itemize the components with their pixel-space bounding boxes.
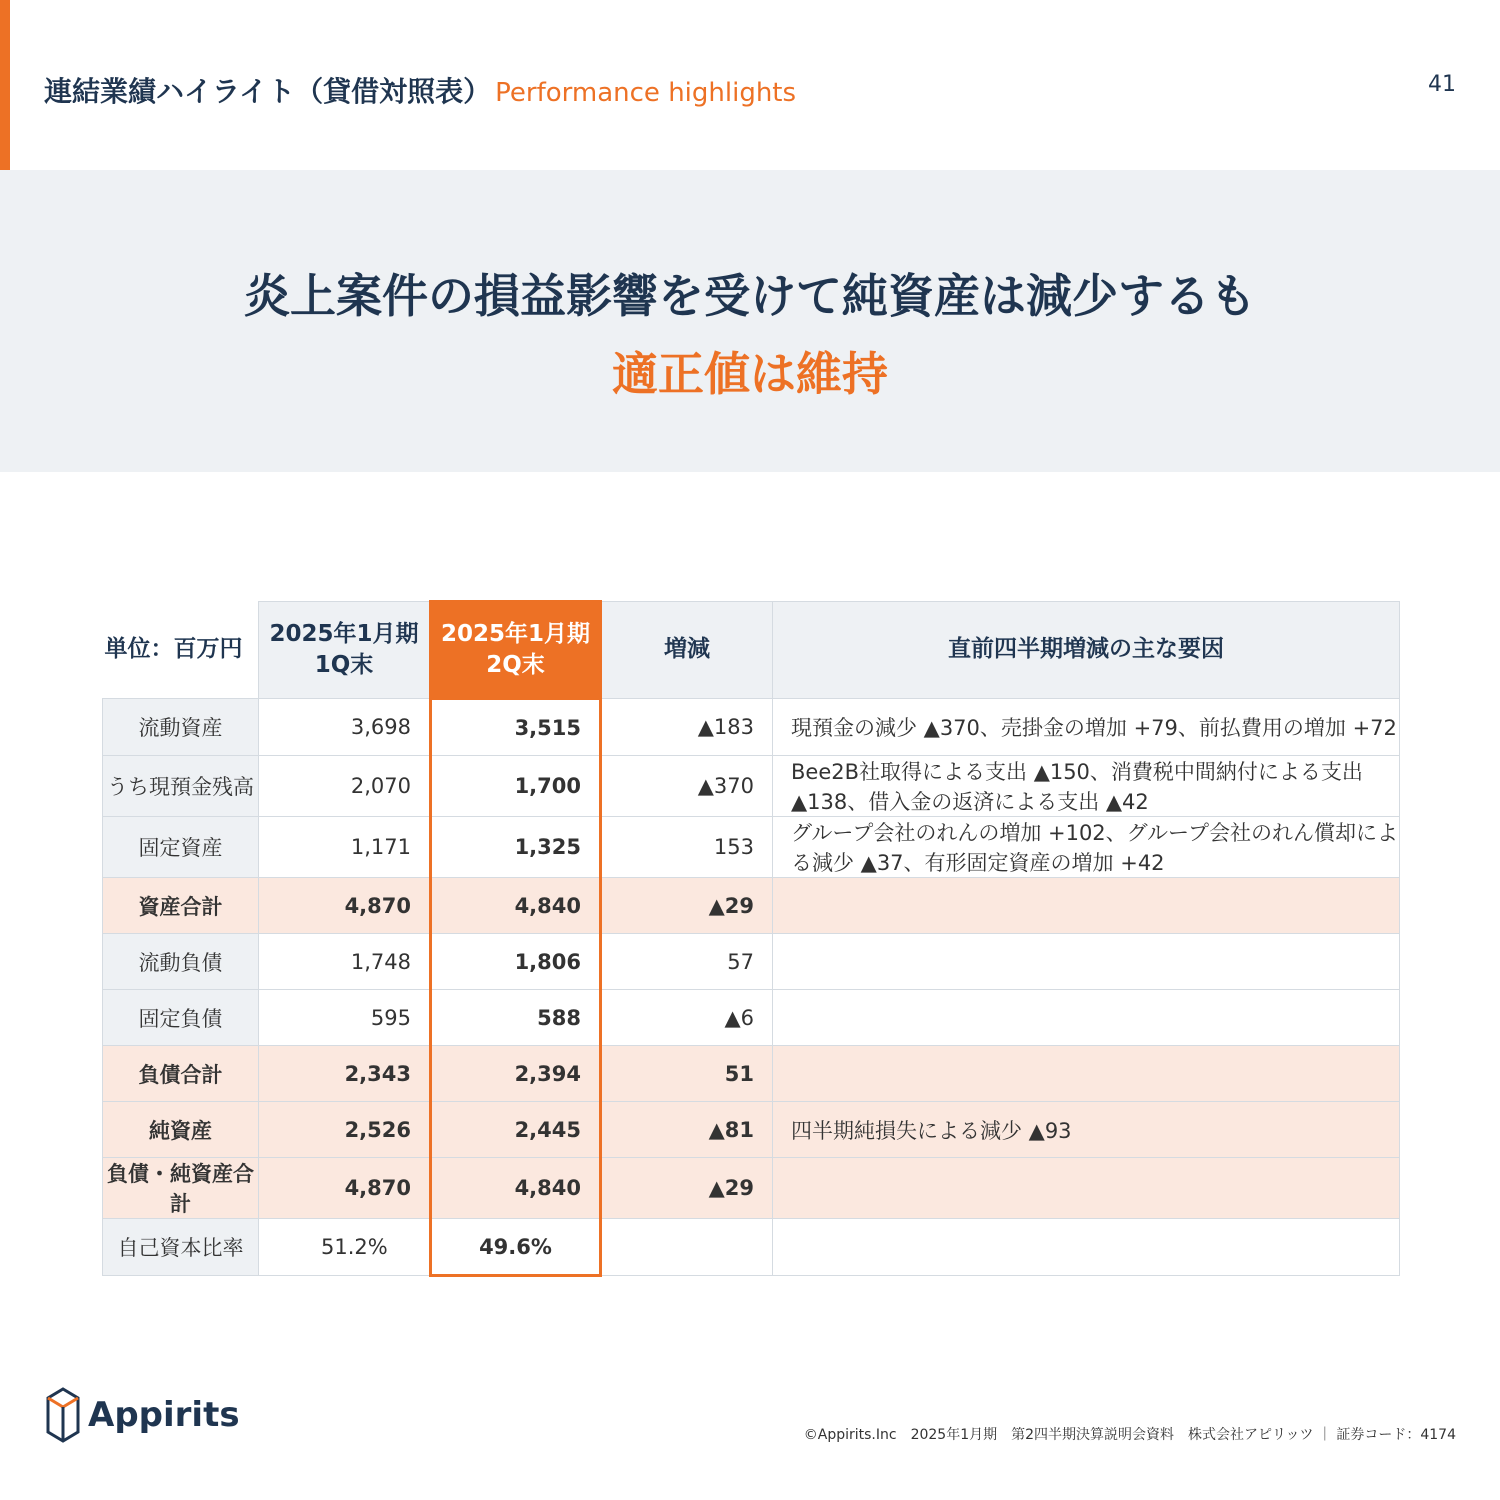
page-number: 41 (1428, 72, 1456, 97)
row-label: 純資産 (103, 1102, 259, 1158)
diff-value: ▲370 (601, 756, 773, 817)
prev-value: 2,070 (259, 756, 431, 817)
diff-value: ▲81 (601, 1102, 773, 1158)
prev-value: 4,870 (259, 1158, 431, 1219)
reason-text (773, 1158, 1400, 1219)
row-label: 流動負債 (103, 934, 259, 990)
prev-value: 4,870 (259, 878, 431, 934)
reason-text: グループ会社のれんの増加 +102、グループ会社のれん償却による減少 ▲37、有形固定資産の増加 +42 (773, 817, 1400, 878)
table-row (103, 817, 1400, 878)
prev-value: 1,171 (259, 817, 431, 878)
col-header-diff: 増減 (601, 602, 773, 699)
page-title-en: Performance highlights (495, 78, 797, 108)
row-label: 流動資産 (103, 699, 259, 756)
curr-value: 4,840 (431, 1158, 601, 1219)
diff-value: ▲183 (601, 699, 773, 756)
row-label: 自己資本比率 (103, 1219, 259, 1276)
diff-value: 153 (601, 817, 773, 878)
prev-value: 2,526 (259, 1102, 431, 1158)
curr-value: 49.6% (431, 1219, 601, 1276)
table-row (103, 699, 1400, 756)
row-label: うち現預金残高 (103, 756, 259, 817)
row-label: 資産合計 (103, 878, 259, 934)
col-header-prev: 2025年1月期 1Q末 (259, 602, 431, 699)
curr-value: 2,394 (431, 1046, 601, 1102)
curr-value: 1,806 (431, 934, 601, 990)
reason-text (773, 878, 1400, 934)
table-row-total (103, 878, 1400, 934)
row-label: 負債合計 (103, 1046, 259, 1102)
reason-text: Bee2B社取得による支出 ▲150、消費税中間納付による支出 ▲138、借入金の返済による支出 ▲42 (773, 756, 1400, 817)
curr-value: 2,445 (431, 1102, 601, 1158)
page-title (44, 70, 796, 110)
diff-value: ▲29 (601, 878, 773, 934)
diff-value (601, 1219, 773, 1276)
reason-text (773, 990, 1400, 1046)
prev-value: 1,748 (259, 934, 431, 990)
prev-value: 2,343 (259, 1046, 431, 1102)
hero-highlight: 適正値は維持 (612, 347, 888, 401)
table-row-total (103, 1046, 1400, 1102)
cube-logo-icon (46, 1385, 80, 1445)
hero-headline: 炎上案件の損益影響を受けて純資産は減少するも (244, 269, 1256, 323)
prev-value: 595 (259, 990, 431, 1046)
table-row (103, 1219, 1400, 1276)
diff-value: 51 (601, 1046, 773, 1102)
table-row-total (103, 1102, 1400, 1158)
row-label: 負債・純資産合計 (103, 1158, 259, 1219)
col-header-curr: 2025年1月期 2Q末 (431, 602, 601, 699)
prev-value: 3,698 (259, 699, 431, 756)
curr-value: 1,325 (431, 817, 601, 878)
table-row (103, 756, 1400, 817)
prev-value: 51.2% (259, 1219, 431, 1276)
diff-value: ▲6 (601, 990, 773, 1046)
diff-value: 57 (601, 934, 773, 990)
hero-banner (0, 170, 1500, 472)
table-row-total (103, 1158, 1400, 1219)
footer-text: ©Appirits.Inc 2025年1月期 第2四半期決算説明会資料 株式会社アピリッツ ｜ 証券コード：4174 (803, 1427, 1456, 1443)
row-label: 固定資産 (103, 817, 259, 878)
balance-sheet-table (102, 600, 1400, 1277)
curr-value: 588 (431, 990, 601, 1046)
unit-label: 単位：百万円 (103, 602, 259, 699)
diff-value: ▲29 (601, 1158, 773, 1219)
reason-text: 四半期純損失による減少 ▲93 (773, 1102, 1400, 1158)
col-header-reason: 直前四半期増減の主な要因 (773, 602, 1400, 699)
reason-text (773, 1219, 1400, 1276)
page-title-ja: 連結業績ハイライト（貸借対照表） (44, 75, 492, 108)
table-row (103, 990, 1400, 1046)
reason-text: 現預金の減少 ▲370、売掛金の増加 +79、前払費用の増加 +72 (773, 699, 1400, 756)
table-header-row (103, 602, 1400, 699)
reason-text (773, 934, 1400, 990)
curr-value: 1,700 (431, 756, 601, 817)
reason-text (773, 1046, 1400, 1102)
logo-wordmark: Appirits (88, 1395, 240, 1435)
row-label: 固定負債 (103, 990, 259, 1046)
curr-value: 3,515 (431, 699, 601, 756)
curr-value: 4,840 (431, 878, 601, 934)
accent-bar (0, 0, 10, 170)
company-logo (46, 1385, 240, 1445)
table-row (103, 934, 1400, 990)
